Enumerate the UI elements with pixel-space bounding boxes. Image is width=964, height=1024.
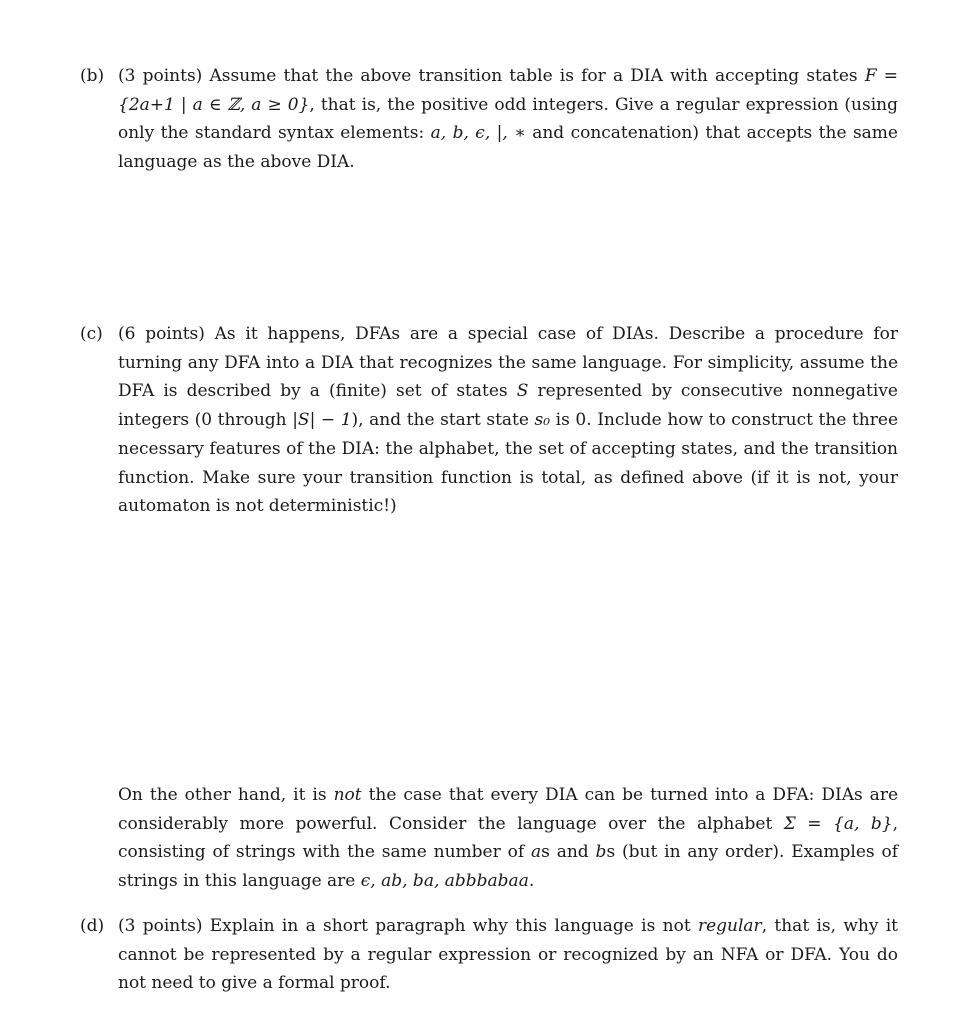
part-c-points: (6 points)	[118, 324, 205, 344]
start-state: s₀	[534, 410, 551, 431]
part-d	[80, 912, 898, 998]
part-b-text: (3 points) Assume that the above transition table is for a DIA with accepting states F = {2a+1 | a ∈ ℤ, a ≥ 0}, that is, the positive odd integers. Give a regular expression (using only the standard syntax elements: a, b, ϵ, |, ∗ and concatenation) that accepts the same language as the above DIA.	[118, 66, 899, 173]
states-symbol: S	[516, 381, 529, 402]
part-d-label: (d)	[80, 916, 105, 936]
emphasis-not: not	[333, 785, 362, 805]
part-c	[80, 320, 898, 521]
regex-syntax: a, b, ϵ, |, ∗	[430, 123, 526, 144]
part-b-points: (3 points)	[118, 66, 203, 86]
emphasis-regular: regular	[697, 916, 762, 936]
part-d-text: (3 points) Explain in a short paragraph why this language is not regular, that is, why it cannot be represented by a regular expression or recognized by an NFA or DFA. You do not need to give a formal proof.	[118, 916, 899, 994]
interlude-paragraph: On the other hand, it is not the case that every DIA can be turned into a DFA: DIAs are considerably more powerful. Consider the language over the alphabet Σ = {a, b}, consisting of strings with the same number of as and bs (but in any order). Examples of strings in this language are ϵ, ab, ba, abbbabaa.	[118, 785, 899, 892]
part-c-label: (c)	[80, 324, 103, 344]
alphabet-def: Σ = {a, b}	[783, 813, 893, 834]
part-b	[80, 62, 898, 177]
part-b-label: (b)	[80, 66, 105, 86]
part-d-points: (3 points)	[118, 916, 203, 936]
example-strings: ϵ, ab, ba, abbbabaa	[360, 871, 529, 892]
accepting-set: F = {2a+1 | a ∈ ℤ, a ≥ 0}	[118, 66, 899, 115]
part-c-text: (6 points) As it happens, DFAs are a special case of DIAs. Describe a procedure for turning any DFA into a DIA that recognizes the same language. For simplicity, assume the DFA is described by a (finite) set of states S represented by consecutive nonnegative integers (0 through |S| − 1), and the start state s₀ is 0. Include how to construct the three necessary features of the DIA: the alphabet, the set of accepting states, and the transition function. Make sure your transition function is total, as defined above (if it is not, your automaton is not deterministic!)	[118, 324, 899, 517]
state-count: |S| − 1	[292, 410, 352, 431]
